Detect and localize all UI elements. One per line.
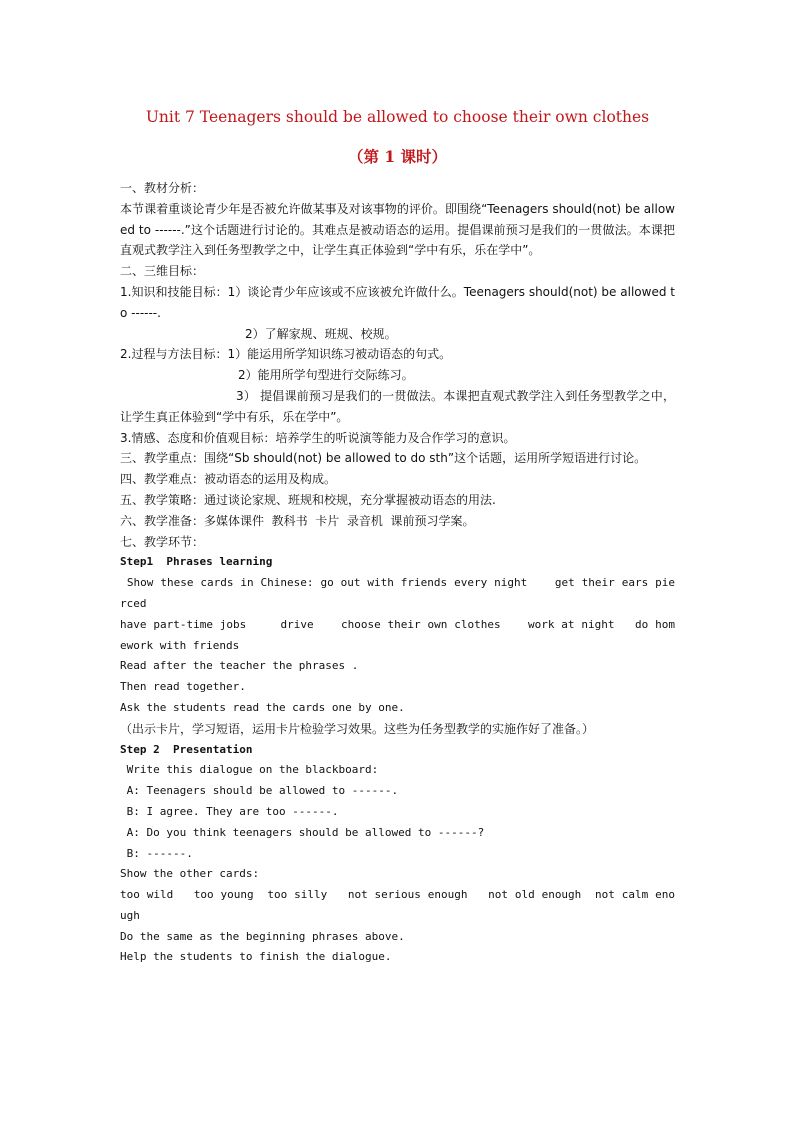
section-heading-strategy: 五、教学策略：通过谈论家规、班规和校规，充分掌握被动语态的用法. xyxy=(120,492,496,507)
step2-show-cards: Show the other cards: xyxy=(120,867,260,881)
objective-process-method: 2.过程与方法目标：1）能运用所学知识练习被动语态的句式。 xyxy=(120,347,452,362)
section-heading-difficulties: 四、教学难点：被动语态的运用及构成。 xyxy=(120,472,337,487)
document-title: Unit 7 Teenagers should be allowed to choose their own clothes xyxy=(145,108,650,126)
objective-process-method-2: 2）能用所学句型进行交际练习。 xyxy=(238,368,414,383)
dialogue-line-b2: B: ------. xyxy=(120,846,193,860)
document-subtitle: （第 1 课时） xyxy=(347,147,448,166)
paragraph-textbook-analysis: 本节课着重谈论青少年是否被允许做某事及对该事物的评价。即围绕“Teenagers should(not) be allowed to ------.”这个话题进行讨论的。其难点是被动语态的运用。提倡课前预习是我们的一贯做法。本课把直观式教学注入到任务型教学之中，让学生真正体验到“学中有乐，乐在学中”。 xyxy=(120,201,675,258)
step2-adjectives-line: too wild too young too silly not serious enough not old enough not calm enough xyxy=(120,888,675,922)
objective-process-method-3-text: 3） 提倡课前预习是我们的一贯做法。本课把直观式教学注入到任务型教学之中，让学生真正体验到“学中有乐，乐在学中”。 xyxy=(120,388,675,424)
section-heading-textbook-analysis: 一、教材分析： xyxy=(120,181,205,195)
step2-help-students: Help the students to finish the dialogue. xyxy=(120,950,392,964)
step2-do-same: Do the same as the beginning phrases above. xyxy=(120,929,405,943)
step1-cards-line: Show these cards in Chinese: go out with friends every night get their ears pierced xyxy=(120,576,675,610)
step1-read-together: Then read together. xyxy=(120,680,246,694)
objective-emotion-attitude: 3.情感、态度和价值观目标：培养学生的听说演等能力及合作学习的意识。 xyxy=(120,430,516,445)
section-heading-procedure: 七、教学环节： xyxy=(120,534,205,549)
section-heading-preparation: 六、教学准备：多媒体课件 教科书 卡片 录音机 课前预习学案。 xyxy=(120,513,475,528)
step2-write-dialogue: Write this dialogue on the blackboard: xyxy=(120,763,379,777)
step1-read-after: Read after the teacher the phrases . xyxy=(120,659,359,673)
dialogue-line-b1: B: I agree. They are too ------. xyxy=(120,804,339,818)
step1-heading: Step1 Phrases learning xyxy=(120,555,273,569)
section-heading-key-points: 三、教学重点：围绕“Sb should(not) be allowed to do sth”这个话题，运用所学短语进行讨论。 xyxy=(120,451,647,466)
step2-heading: Step 2 Presentation xyxy=(120,742,253,756)
objective-process-method-3 xyxy=(120,386,675,428)
section-heading-objectives: 二、三维目标： xyxy=(120,264,205,279)
document-body xyxy=(120,100,675,968)
dialogue-line-a2: A: Do you think teenagers should be allowed to ------? xyxy=(120,825,485,839)
dialogue-line-a1: A: Teenagers should be allowed to ------. xyxy=(120,784,399,798)
step1-note: （出示卡片，学习短语，运用卡片检验学习效果。这些为任务型教学的实施作好了准备。） xyxy=(120,721,595,736)
step1-read-cards: Ask the students read the cards one by one. xyxy=(120,700,405,714)
objective-knowledge-skills: 1.知识和技能目标：1）谈论青少年应该或不应该被允许做什么。Teenagers should(not) be allowed to ------. xyxy=(120,284,675,320)
objective-knowledge-skills-2: 2）了解家规、班规、校规。 xyxy=(245,326,397,341)
step1-phrases-line: have part-time jobs drive choose their own clothes work at night do homework with friends xyxy=(120,617,675,652)
